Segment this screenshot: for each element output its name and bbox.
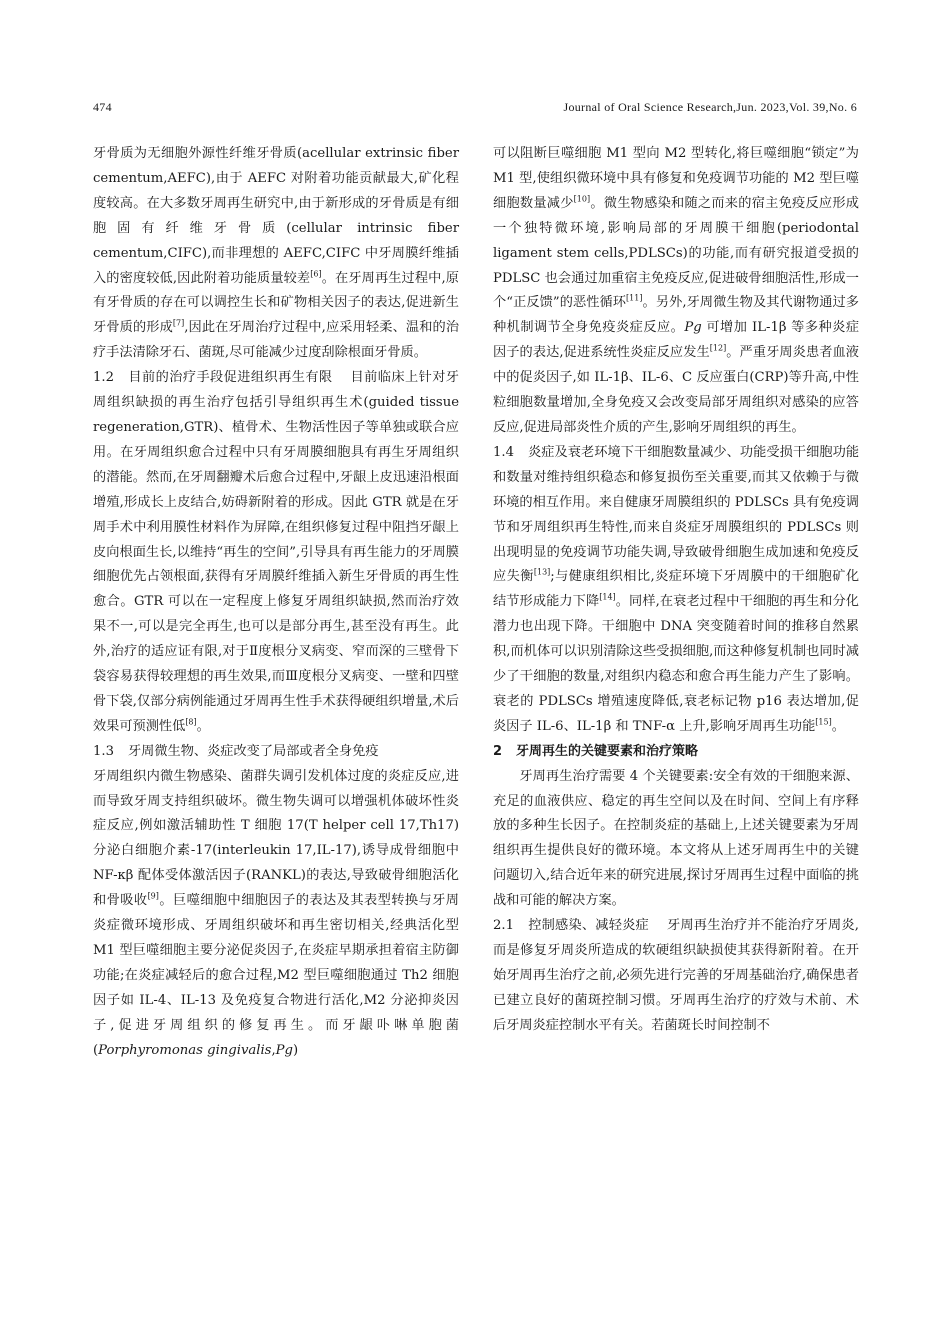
citation-6[interactable]: [6] bbox=[310, 269, 322, 279]
section-number: 2 bbox=[493, 743, 503, 759]
section-1-4: 1.4 炎症及衰老环境下干细胞数量减少、功能受损干细胞功能和数量对维持组织稳态和修复损伤至关重要,而其又依赖于与微环境的相互作用。来自健康牙周膜组织的 PDLSCs 具有免疫调节和牙周组织再生特性,而来自炎症牙周膜组织的 PDLSCs 则出现明显的免疫调节功能失调,导致破骨细胞生成加速和免疫反应失衡[13];与健康组织相比,炎症环境下牙周膜中的干细胞矿化结节形成能力下降[14]。同样,在衰老过程中干细胞的再生和分化潜力也出现下降。干细胞中 DNA 突变随着时间的推移自然累积,而机体可以识别清除这些受损细胞,而这种修复机制也同时减少了干细胞的数量,对组织内稳态和愈合再生能力产生了影响。衰老的 PDLSCs 增殖速度降低,衰老标记物 p16 表达增加,促炎因子 IL-6、IL-1β 和 TNF-α 上升,影响牙周再生功能[15]。 bbox=[493, 444, 860, 734]
citation-9[interactable]: [9] bbox=[147, 891, 159, 901]
citation-11[interactable]: [11] bbox=[626, 294, 643, 304]
section-1-2: 1.2 目前的治疗手段促进组织再生有限 目前临床上针对牙周组织缺损的再生治疗包括引导组织再生术(guided tissue regeneration,GTR)、植骨术、生物活性因子等单独或联合应用。在牙周组织愈合过程中只有牙周膜细胞具有再生牙周组织的潜能。然而,在牙周翻瓣术后愈合过程中,牙龈上皮迅速沿根面增殖,形成长上皮结合,妨碍新附着的形成。因此 GTR 就是在牙周手术中利用膜性材料作为屏障,在组织修复过程中阻挡牙龈上皮向根面生长,以维持“再生的空间”,引导具有再生能力的牙周膜细胞优先占领根面,获得有牙周膜纤维插入新生牙骨质的再生性愈合。GTR 可以在一定程度上修复牙周组织缺损,然而治疗效果不一,可以是完全再生,也可以是部分再生,甚至没有再生。此外,治疗的适应证有限,对于Ⅱ度根分叉病变、窄而深的三壁骨下袋容易获得较理想的再生效果,而Ⅲ度根分叉病变、一壁和四壁骨下袋,仅部分病例能通过牙周再生性手术获得硬组织增量,术后效果可预测性低[8]。 bbox=[93, 370, 459, 734]
running-header bbox=[93, 100, 857, 122]
section-number: 1.3 bbox=[93, 743, 114, 759]
section-number: 1.4 bbox=[493, 444, 514, 460]
species-abbreviation: Pg bbox=[684, 320, 702, 336]
section-2-body: 牙周再生治疗需要 4 个关键要素:安全有效的干细胞来源、充足的血液供应、稳定的再生空间以及在时间、空间上有序释放的多种生长因子。在控制炎症的基础上,上述关键要素为牙周组织再生提供良好的微环境。本文将从上述牙周再生中的关键问题切入,结合近年来的研究进展,探讨牙周再生过程中面临的挑战和可能的解决方案。 bbox=[493, 768, 859, 909]
section-1-3-heading bbox=[93, 740, 459, 765]
citation-12[interactable]: [12] bbox=[709, 343, 727, 353]
citation-10[interactable]: [10] bbox=[573, 194, 591, 204]
section-heading: 控制感染、减轻炎症 bbox=[527, 918, 649, 934]
section-number: 2.1 bbox=[493, 918, 514, 934]
paragraph-cementum: 牙骨质为无细胞外源性纤维牙骨质(acellular extrinsic fiber cementum,AEFC),由于 AEFC 对附着功能贡献最大,矿化程度较高。在大多数牙周再生研究中,由于新形成的牙骨质是有细胞固有纤维牙骨质(cellular intrinsic fiber cementum,CIFC),而非理想的 AEFC,CIFC 中牙周膜纤维插入的密度较低,因此附着功能质量较差[6]。在牙周再生过程中,原有牙骨质的存在可以调控生长和矿物相关因子的表达,促进新生牙骨质的形成[7],因此在牙周治疗过程中,应采用轻柔、温和的治疗手法清除牙石、菌斑,尽可能减少过度刮除根面牙骨质。 bbox=[93, 146, 460, 361]
section-heading: 牙周再生的关键要素和治疗策略 bbox=[516, 743, 699, 759]
section-heading: 目前的治疗手段促进组织再生有限 bbox=[127, 370, 333, 386]
section-heading: 炎症及衰老环境下干细胞数量减少、功能受损 bbox=[527, 444, 793, 460]
right-column bbox=[493, 142, 859, 1039]
paragraph-macrophage: 可以阻断巨噬细胞 M1 型向 M2 型转化,将巨噬细胞“锁定”为 M1 型,使组织微环境中具有修复和免疫调节功能的 M2 型巨噬细胞数量减少[10]。微生物感染和随之而来的宿主免疫反应形成一个独特微环境,影响局部的牙周膜干细胞(periodontal ligament stem cells,PDLSCs)的功能,而有研究报道受损的 PDLSC 也会通过加重宿主免疫反应,促进破骨细胞活性,形成一个“正反馈”的恶性循环[11]。另外,牙周微生物及其代谢物通过多种机制调节全身免疫炎症反应。Pg 可增加 IL-1β 等多种炎症因子的表达,促进系统性炎症反应发生[12]。严重牙周炎患者血液中的促炎因子,如 IL-1β、IL-6、C 反应蛋白(CRP)等升高,中性粒细胞数量增加,全身免疫又会改变局部牙周组织对感染的应答反应,促进局部炎性介质的产生,影响牙周组织的再生。 bbox=[493, 146, 860, 435]
citation-7[interactable]: [7] bbox=[172, 318, 185, 328]
citation-15[interactable]: [15] bbox=[815, 717, 832, 727]
left-column bbox=[93, 142, 459, 1064]
species-abbreviation: Pg bbox=[275, 1042, 293, 1058]
species-name: Porphyromonas gingivalis bbox=[98, 1042, 272, 1058]
section-heading: 牙周微生物、炎症改变了局部或者全身免疫 bbox=[127, 743, 379, 759]
citation-13[interactable]: [13] bbox=[533, 568, 551, 578]
citation-8[interactable]: [8] bbox=[185, 717, 197, 727]
section-2-1: 2.1 控制感染、减轻炎症 牙周再生治疗并不能治疗牙周炎,而是修复牙周炎所造成的软硬组织缺损使其获得新附着。在开始牙周再生治疗之前,必须先进行完善的牙周基础治疗,确保患者已建立良好的菌斑控制习惯。牙周再生治疗的疗效与术前、术后牙周炎症控制水平有关。若菌斑长时间控制不 bbox=[493, 918, 859, 1033]
section-1-3-body: 牙周组织内微生物感染、菌群失调引发机体过度的炎症反应,进而导致牙周支持组织破坏。微生物失调可以增强机体破坏性炎症反应,例如激活辅助性 T 细胞 17(T helper cell 17,Th17)分泌白细胞介素-17(interleukin 17,IL-17),诱导成骨细胞中 NF-κβ 配体受体激活因子(RANKL)的表达,导致破骨细胞活化和骨吸收[9]。巨噬细胞中细胞因子的表达及其表型转换与牙周炎症微环境形成、牙周组织破坏和再生密切相关,经典活化型 M1 型巨噬细胞主要分泌促炎因子,在炎症早期承担着宿主防御功能;在炎症减轻后的愈合过程,M2 型巨噬细胞通过 Th2 细胞因子如 IL-4、IL-13 及免疫复合物进行活化,M2 分泌抑炎因子,促进牙周组织的修复再生。而牙龈卟啉单胞菌(Porphyromonas gingivalis,Pg) bbox=[93, 768, 459, 1058]
section-number: 1.2 bbox=[93, 370, 114, 386]
journal-citation: Journal of Oral Science Research,Jun. 2023,Vol. 39,No. 6 bbox=[563, 100, 857, 114]
page-number: 474 bbox=[93, 100, 112, 114]
section-2-heading bbox=[493, 740, 859, 765]
citation-14[interactable]: [14] bbox=[599, 592, 616, 602]
